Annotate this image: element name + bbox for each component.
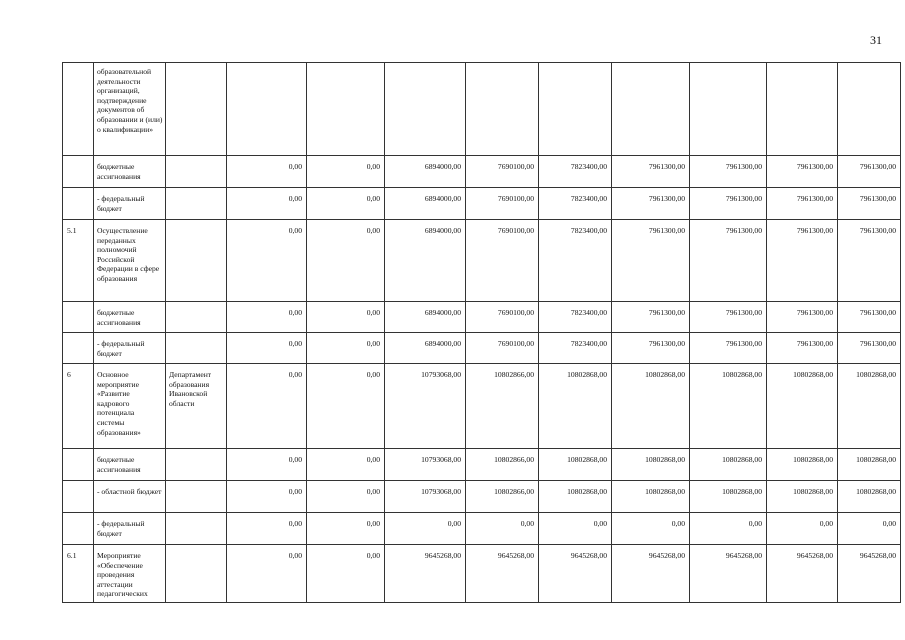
amount-cell: 6894000,00 [385, 220, 466, 302]
amount-cell: 6894000,00 [385, 188, 466, 220]
amount-cell: 7961300,00 [612, 188, 690, 220]
amount-cell: 9645268,00 [466, 545, 539, 603]
amount-cell: 10793068,00 [385, 449, 466, 481]
amount-cell: 7823400,00 [539, 156, 612, 188]
amount-cell: 0,00 [307, 449, 385, 481]
amount-cell: 0,00 [307, 364, 385, 449]
amount-cell: 10802868,00 [838, 449, 901, 481]
amount-cell: 10802868,00 [838, 364, 901, 449]
row-number-cell [63, 449, 94, 481]
amount-cell: 0,00 [466, 513, 539, 545]
amount-cell: 0,00 [307, 220, 385, 302]
amount-cell: 0,00 [227, 220, 307, 302]
table-row [63, 156, 901, 188]
amount-cell: 7961300,00 [612, 220, 690, 302]
executor-cell [166, 449, 227, 481]
amount-cell [539, 63, 612, 156]
amount-cell: 7961300,00 [612, 156, 690, 188]
amount-cell: 9645268,00 [539, 545, 612, 603]
amount-cell: 0,00 [227, 333, 307, 364]
table-row [63, 302, 901, 333]
table-row [63, 188, 901, 220]
amount-cell: 7690100,00 [466, 302, 539, 333]
amount-cell: 10802866,00 [466, 449, 539, 481]
amount-cell: 7823400,00 [539, 333, 612, 364]
amount-cell: 10802868,00 [612, 364, 690, 449]
amount-cell [612, 63, 690, 156]
item-name-cell: - федеральный бюджет [94, 333, 166, 364]
item-name-cell: бюджетные ассигнования [94, 449, 166, 481]
row-number-cell [63, 481, 94, 513]
executor-cell [166, 481, 227, 513]
amount-cell: 0,00 [307, 188, 385, 220]
amount-cell: 0,00 [307, 156, 385, 188]
executor-cell [166, 220, 227, 302]
table-row [63, 513, 901, 545]
amount-cell: 7961300,00 [690, 220, 767, 302]
amount-cell: 10802868,00 [539, 449, 612, 481]
amount-cell: 6894000,00 [385, 333, 466, 364]
amount-cell: 0,00 [838, 513, 901, 545]
amount-cell [466, 63, 539, 156]
amount-cell: 7961300,00 [612, 333, 690, 364]
item-name-cell: Осуществление переданных полномочий Российской Федерации в сфере образования [94, 220, 166, 302]
amount-cell: 7690100,00 [466, 188, 539, 220]
amount-cell: 0,00 [227, 545, 307, 603]
amount-cell: 7961300,00 [838, 188, 901, 220]
amount-cell: 7961300,00 [612, 302, 690, 333]
table-body [63, 63, 901, 603]
table-row [63, 333, 901, 364]
amount-cell: 9645268,00 [838, 545, 901, 603]
row-number-cell [63, 156, 94, 188]
amount-cell: 10802866,00 [466, 364, 539, 449]
amount-cell: 7961300,00 [767, 188, 838, 220]
item-name-cell: - федеральный бюджет [94, 513, 166, 545]
table-row [63, 449, 901, 481]
amount-cell [385, 63, 466, 156]
budget-table [62, 62, 901, 603]
executor-cell [166, 188, 227, 220]
amount-cell [227, 63, 307, 156]
row-number-cell [63, 513, 94, 545]
amount-cell: 10802868,00 [767, 364, 838, 449]
amount-cell [307, 63, 385, 156]
amount-cell: 9645268,00 [612, 545, 690, 603]
row-number-cell [63, 302, 94, 333]
executor-cell [166, 545, 227, 603]
item-name-cell: Основное мероприятие «Развитие кадрового потенциала системы образования» [94, 364, 166, 449]
executor-cell [166, 513, 227, 545]
amount-cell: 7961300,00 [767, 302, 838, 333]
amount-cell: 0,00 [539, 513, 612, 545]
amount-cell: 0,00 [227, 156, 307, 188]
table-row [63, 63, 901, 156]
item-name-cell: - областной бюджет [94, 481, 166, 513]
item-name-cell: бюджетные ассигнования [94, 302, 166, 333]
amount-cell: 0,00 [690, 513, 767, 545]
amount-cell: 10802868,00 [539, 364, 612, 449]
amount-cell: 0,00 [307, 513, 385, 545]
amount-cell: 9645268,00 [690, 545, 767, 603]
executor-cell [166, 156, 227, 188]
amount-cell: 10802868,00 [767, 481, 838, 513]
executor-cell [166, 333, 227, 364]
amount-cell: 0,00 [227, 188, 307, 220]
amount-cell: 0,00 [227, 449, 307, 481]
amount-cell: 7961300,00 [838, 220, 901, 302]
amount-cell: 0,00 [385, 513, 466, 545]
amount-cell: 10802868,00 [767, 449, 838, 481]
table-row [63, 481, 901, 513]
executor-cell [166, 63, 227, 156]
amount-cell: 7961300,00 [767, 220, 838, 302]
item-name-cell: образовательной деятельности организаций, подтверждение документов об образовании и (или) о квалификации» [94, 63, 166, 156]
amount-cell: 7961300,00 [690, 156, 767, 188]
row-number-cell [63, 333, 94, 364]
item-name-cell: бюджетные ассигнования [94, 156, 166, 188]
amount-cell: 7823400,00 [539, 302, 612, 333]
amount-cell: 7961300,00 [690, 333, 767, 364]
amount-cell: 0,00 [227, 364, 307, 449]
amount-cell: 7961300,00 [690, 302, 767, 333]
amount-cell: 7823400,00 [539, 188, 612, 220]
amount-cell: 0,00 [767, 513, 838, 545]
amount-cell [690, 63, 767, 156]
executor-cell [166, 302, 227, 333]
amount-cell: 0,00 [307, 481, 385, 513]
amount-cell: 10802868,00 [838, 481, 901, 513]
amount-cell: 0,00 [227, 481, 307, 513]
amount-cell: 10802868,00 [612, 481, 690, 513]
amount-cell: 10802868,00 [690, 449, 767, 481]
item-name-cell: Мероприятие «Обеспечение проведения аттестации педагогических [94, 545, 166, 603]
amount-cell: 10802868,00 [539, 481, 612, 513]
amount-cell: 10802868,00 [690, 364, 767, 449]
amount-cell: 7823400,00 [539, 220, 612, 302]
row-number-cell: 6.1 [63, 545, 94, 603]
amount-cell: 0,00 [307, 302, 385, 333]
amount-cell: 7690100,00 [466, 220, 539, 302]
table-row [63, 545, 901, 603]
amount-cell: 0,00 [227, 302, 307, 333]
amount-cell: 7690100,00 [466, 333, 539, 364]
amount-cell: 7690100,00 [466, 156, 539, 188]
page-number: 31 [870, 33, 882, 47]
amount-cell: 0,00 [307, 545, 385, 603]
amount-cell [767, 63, 838, 156]
table-row [63, 220, 901, 302]
amount-cell: 10793068,00 [385, 481, 466, 513]
amount-cell: 7961300,00 [838, 333, 901, 364]
executor-cell: Департамент образования Ивановской области [166, 364, 227, 449]
amount-cell: 10802866,00 [466, 481, 539, 513]
amount-cell: 7961300,00 [690, 188, 767, 220]
row-number-cell: 6 [63, 364, 94, 449]
row-number-cell: 5.1 [63, 220, 94, 302]
amount-cell: 6894000,00 [385, 156, 466, 188]
row-number-cell [63, 188, 94, 220]
amount-cell: 7961300,00 [838, 302, 901, 333]
amount-cell [838, 63, 901, 156]
amount-cell: 0,00 [307, 333, 385, 364]
amount-cell: 0,00 [227, 513, 307, 545]
amount-cell: 6894000,00 [385, 302, 466, 333]
amount-cell: 9645268,00 [767, 545, 838, 603]
amount-cell: 7961300,00 [767, 156, 838, 188]
amount-cell: 7961300,00 [767, 333, 838, 364]
amount-cell: 7961300,00 [838, 156, 901, 188]
amount-cell: 10802868,00 [612, 449, 690, 481]
amount-cell: 10793068,00 [385, 364, 466, 449]
amount-cell: 10802868,00 [690, 481, 767, 513]
row-number-cell [63, 63, 94, 156]
amount-cell: 0,00 [612, 513, 690, 545]
amount-cell: 9645268,00 [385, 545, 466, 603]
table-row [63, 364, 901, 449]
item-name-cell: - федеральный бюджет [94, 188, 166, 220]
